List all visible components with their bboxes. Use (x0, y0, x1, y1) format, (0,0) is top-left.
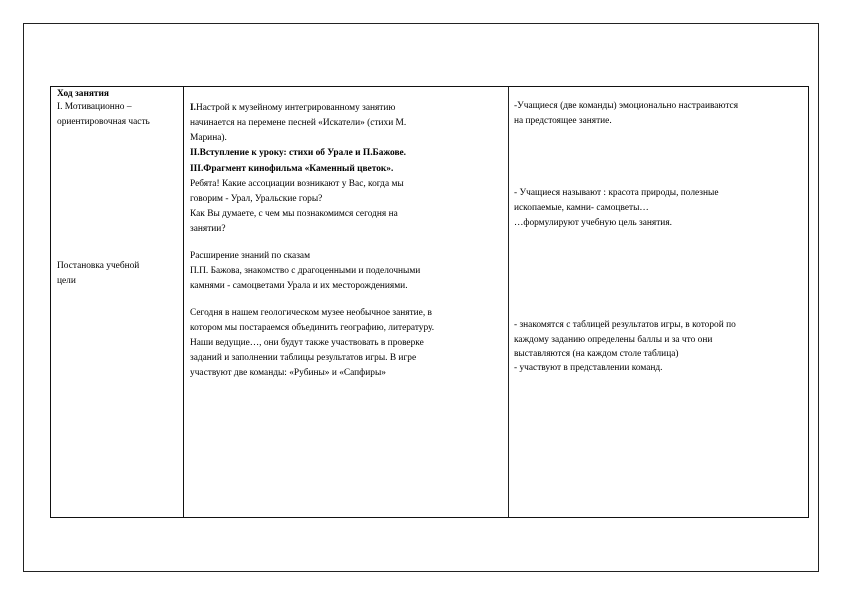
student-text-line: …формулируют учебную цель занятия. (514, 218, 672, 228)
teacher-intro-line3: Наши ведущие…, они будут также участвовать в проверке (190, 338, 424, 348)
stage-goal-line1: Постановка учебной (57, 261, 140, 271)
student-text-line: ископаемые, камни- самоцветы… (514, 203, 649, 213)
lesson-table (50, 86, 809, 518)
student-text-line: на предстоящее занятие. (514, 116, 612, 126)
paragraph-number: I. (190, 103, 196, 113)
stage-motivation-line2: ориентировочная часть (57, 117, 150, 127)
stage-goal-line2: цели (57, 276, 76, 286)
teacher-paragraph-3: III.Фрагмент кинофильма «Каменный цветок». (190, 164, 394, 174)
student-activity-column (509, 87, 808, 517)
teacher-knowledge-line3: камнями - самоцветами Урала и их месторождениями. (190, 281, 408, 291)
teacher-text: Настрой к музейному интегрированному занятию (196, 103, 396, 113)
stage-motivation-line1: I. Мотивационно – (57, 102, 132, 112)
teacher-intro-line2: котором мы постараемся объединить географию, литературу. (190, 323, 435, 333)
teacher-intro-line1: Сегодня в нашем геологическом музее необычное занятие, в (190, 308, 432, 318)
teacher-knowledge-line2: П.П. Бажова, знакомство с драгоценными и поделочными (190, 266, 421, 276)
column-header: Ход занятия (57, 89, 109, 99)
student-text-line: каждому заданию определены баллы и за что они (514, 335, 713, 345)
teacher-question-1-line2: говорим - Урал, Уральские горы? (190, 194, 323, 204)
teacher-question-1-line1: Ребята! Какие ассоциации возникают у Вас, когда мы (190, 179, 404, 189)
teacher-question-2-line2: занятии? (190, 224, 226, 234)
stages-column (51, 87, 184, 517)
student-text-line: - Учащиеся называют : красота природы, полезные (514, 188, 719, 198)
student-text-line: - участвуют в представлении команд. (514, 363, 663, 373)
teacher-intro-line5: участвуют две команды: «Рубины» и «Сапфиры» (190, 368, 386, 378)
teacher-paragraph-1 (190, 102, 395, 114)
teacher-question-2-line1: Как Вы думаете, с чем мы познакомимся сегодня на (190, 209, 398, 219)
student-text-line: выставляются (на каждом столе таблица) (514, 349, 679, 359)
teacher-text-line: начинается на перемене песней «Искатели» (стихи М. (190, 118, 407, 128)
student-text-line: - знакомятся с таблицей результатов игры, в которой по (514, 320, 736, 330)
student-text-line: -Учащиеся (две команды) эмоционально настраиваются (514, 101, 739, 111)
teacher-knowledge-line1: Расширение знаний по сказам (190, 251, 311, 261)
teacher-intro-line4: заданий и заполнении таблицы результатов игры. В игре (190, 353, 417, 363)
teacher-activity-column (184, 87, 509, 517)
teacher-text-line: Марина). (190, 133, 227, 143)
teacher-paragraph-2: II.Вступление к уроку: стихи об Урале и П.Бажове. (190, 148, 407, 158)
